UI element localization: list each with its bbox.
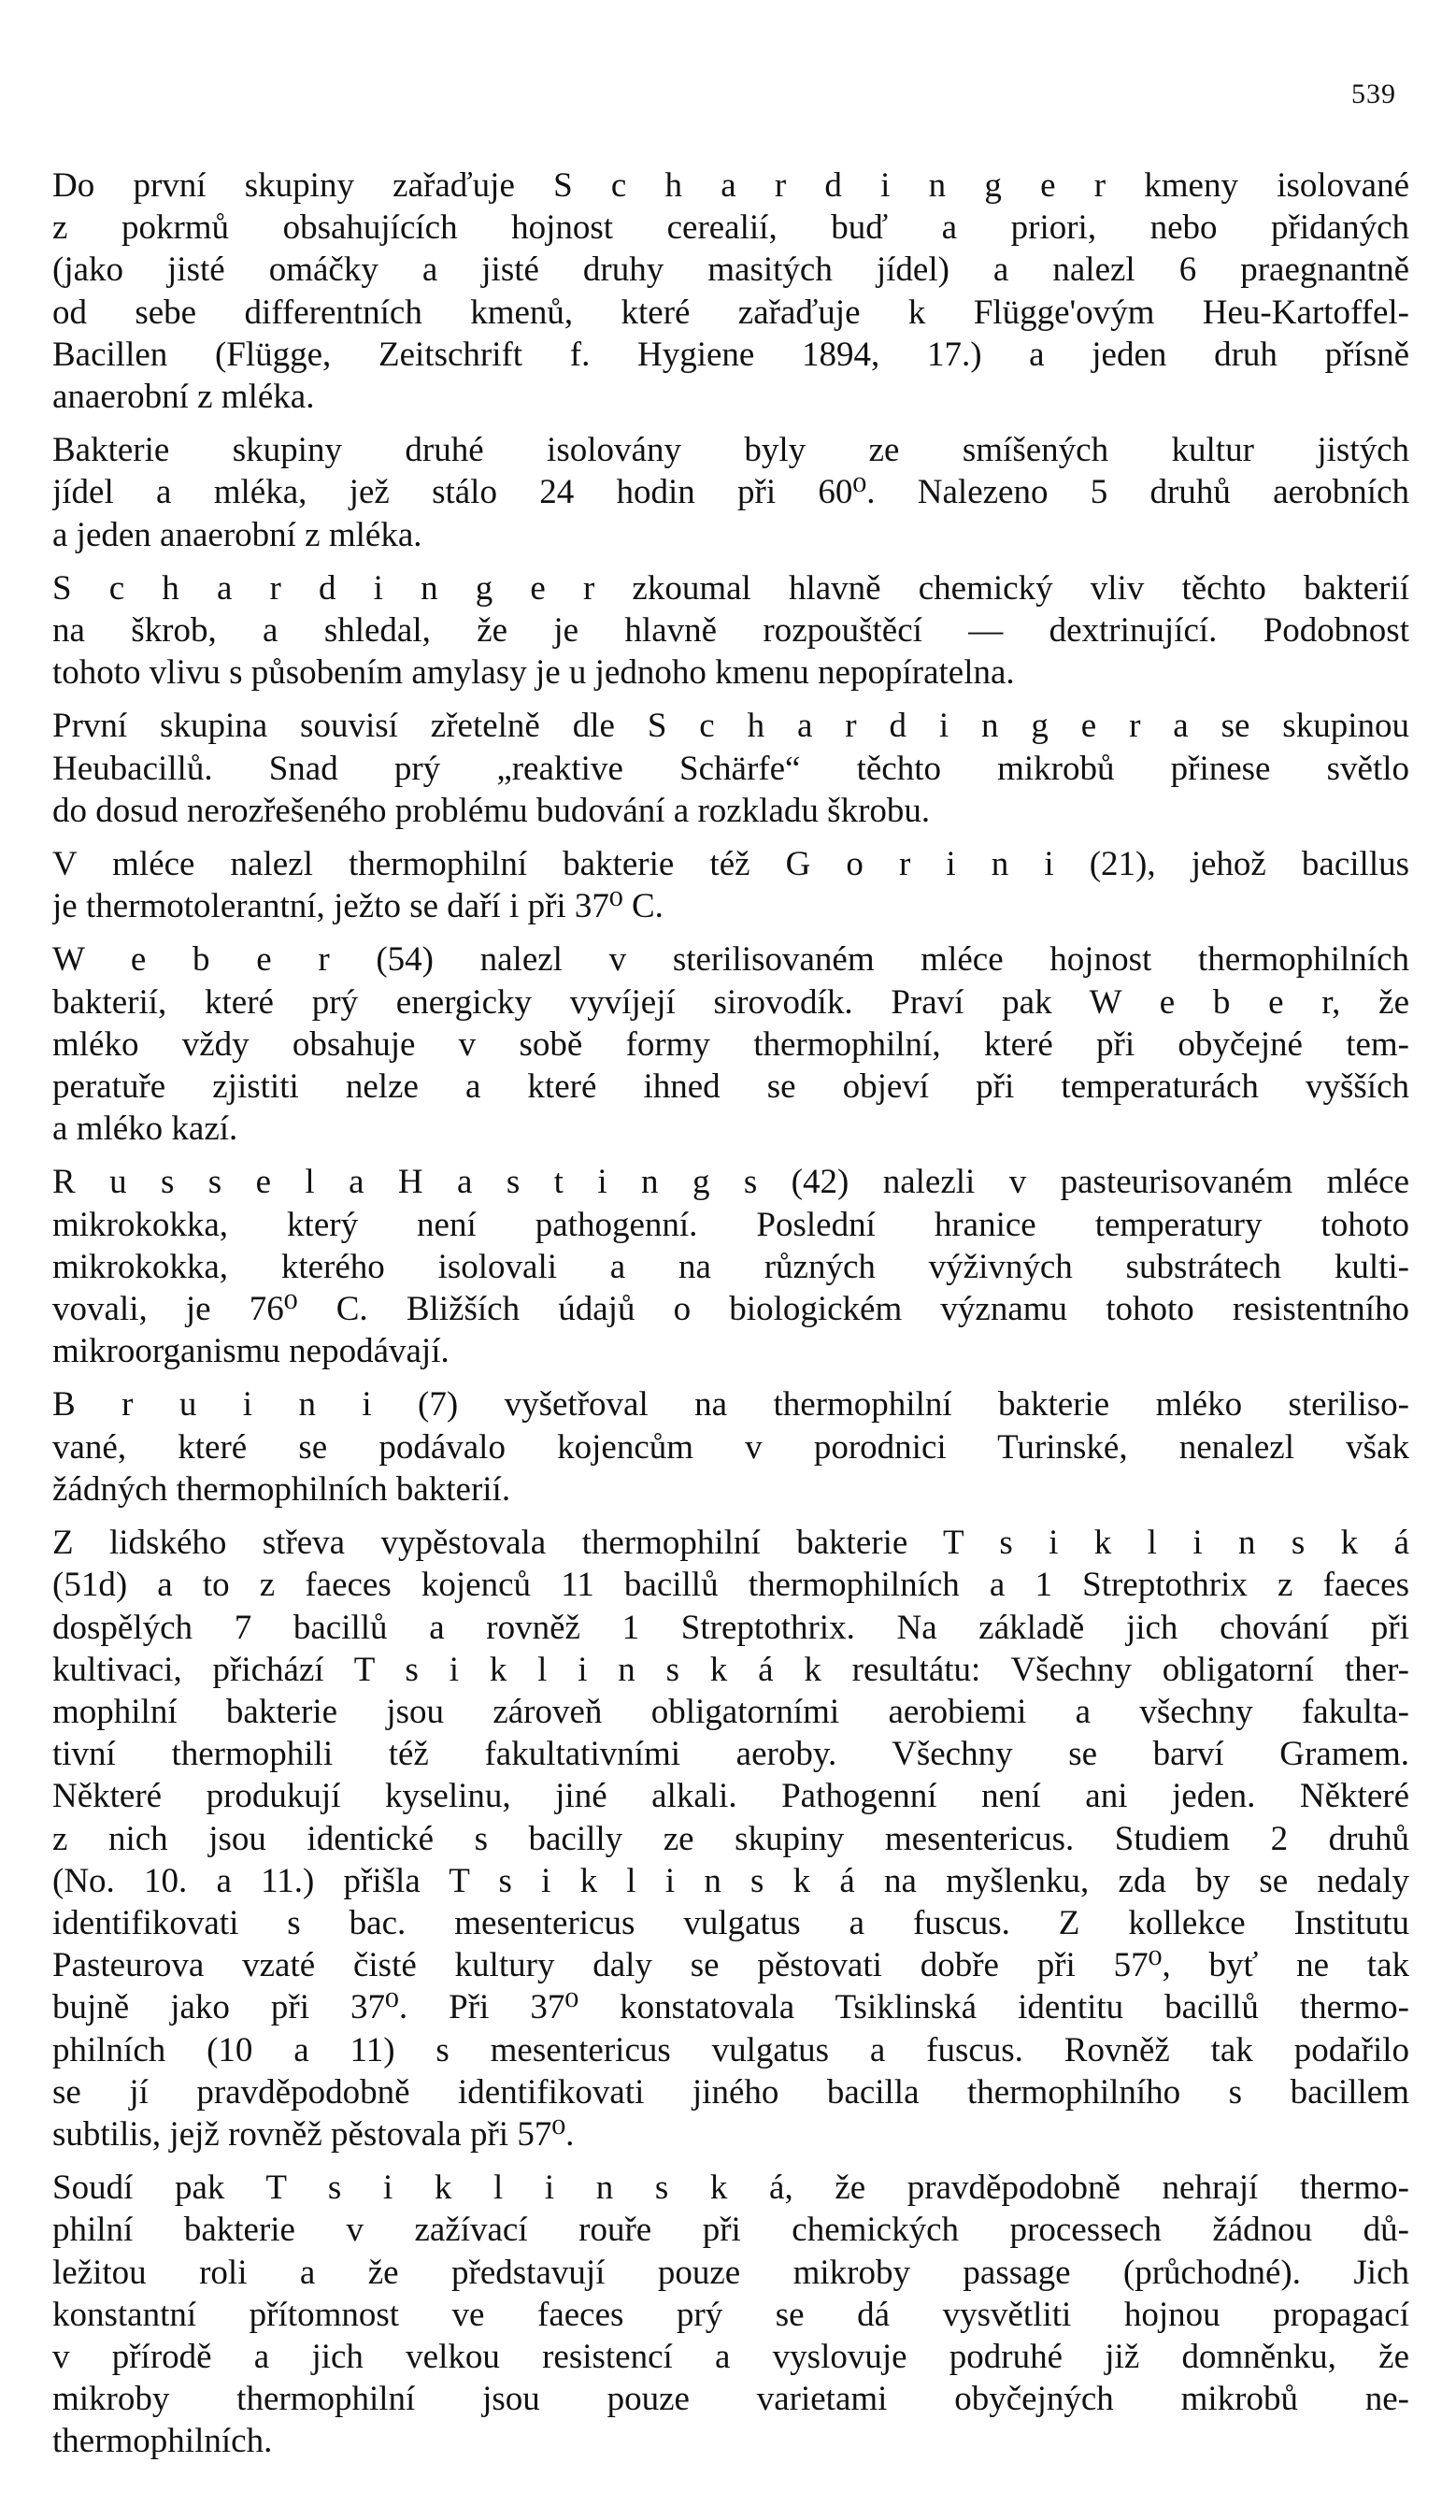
text-line: v přírodě a jich velkou resistencí a vyslovuje podruhé již domněnku, že	[52, 2337, 1409, 2376]
text-line: Pasteurova vzaté čisté kultury daly se pěstovati dobře při 57⁰, byť ne tak	[52, 1946, 1409, 1985]
text-line: V mléce nalezl thermophilní bakterie též G o r i n i (21), jehož bacillus	[52, 845, 1409, 884]
paragraph-gap	[52, 2155, 1409, 2167]
text-line: od sebe differentních kmenů, které zařaďuje k Flügge'ovým Heu-Kartoffel-	[52, 293, 1409, 332]
paragraph	[52, 843, 1409, 927]
text-line: do dosud nerozřešeného problému budování a rozkladu škrobu.	[52, 791, 931, 830]
text-line: Bacillen (Flügge, Zeitschrift f. Hygiene 1894, 17.) a jeden druh přísně	[52, 335, 1409, 374]
text-line: a jeden anaerobní z mléka.	[52, 515, 422, 554]
text-line: První skupina souvisí zřetelně dle S c h a r d i n g e r a se skupinou	[52, 707, 1409, 746]
text-line: (51d) a to z faeces kojenců 11 bacillů thermophilních a 1 Streptothrix z faeces	[52, 1566, 1409, 1605]
text-line: mikrokokka, který není pathogenní. Poslední hranice temperatury tohoto	[52, 1205, 1409, 1244]
text-line: vané, které se podávalo kojencům v porodnici Turinské, nenalezl však	[52, 1427, 1409, 1467]
paragraph-gap	[52, 694, 1409, 705]
paragraph	[52, 429, 1409, 556]
text-line: identifikovati s bac. mesentericus vulgatus a fuscus. Z kollekce Institutu	[52, 1903, 1409, 1942]
text-line: B r u i n i (7) vyšetřoval na thermophilní bakterie mléko sterilisо-	[52, 1385, 1409, 1425]
text-line: subtilis, jejž rovněž pěstovala při 57⁰.	[52, 2114, 575, 2154]
text-line: z nich jsou identické s bacilly ze skupiny mesentericus. Studiem 2 druhů	[52, 1819, 1409, 1858]
body-text	[52, 165, 1409, 2463]
paragraph	[52, 2167, 1409, 2462]
paragraph	[52, 1383, 1409, 1511]
text-line: konstantní přítomnost ve faeces prý se dá vysvětliti hojnou propagací	[52, 2295, 1409, 2334]
text-line: ležitou roli a že představují pouze mikroby passage (průchodné). Jich	[52, 2253, 1409, 2292]
text-line: philních (10 a 11) s mesentericus vulgatus a fuscus. Rovněž tak podařilo	[52, 2030, 1409, 2069]
text-line: mophilní bakterie jsou zároveň obligatorními aerobiemi a všechny fakulta-	[52, 1692, 1409, 1731]
text-line: na škrob, a shledal, že je hlavně rozpouštěcí — dextrinující. Podobnost	[52, 611, 1409, 651]
paragraph-gap	[52, 556, 1409, 567]
paragraph-gap	[52, 832, 1409, 843]
paragraph-gap	[52, 927, 1409, 938]
text-line: žádných thermophilních bakterií.	[52, 1469, 511, 1509]
page-number: 539	[1351, 79, 1396, 109]
paragraph	[52, 1161, 1409, 1372]
paragraph-gap	[52, 1511, 1409, 1522]
text-line: jídel a mléka, jež stálo 24 hodin při 60⁰. Nalezeno 5 druhů aerobních	[52, 473, 1409, 512]
paragraph	[52, 705, 1409, 832]
text-line: a mléko kazí.	[52, 1110, 238, 1149]
paragraph-gap	[52, 418, 1409, 429]
paragraph	[52, 938, 1409, 1150]
text-line: mikroorganismu nepodávají.	[52, 1332, 450, 1371]
paragraph-gap	[52, 1150, 1409, 1161]
text-line: vovali, je 76⁰ C. Bližších údajů o biologickém významu tohoto resistentního	[52, 1290, 1409, 1329]
text-line: mikrokokka, kterého isolovali a na různých výživných substrátech kulti-	[52, 1247, 1409, 1286]
text-line: mléko vždy obsahuje v sobě formy thermophilní, které při obyčejné tem-	[52, 1024, 1409, 1064]
text-line: Z lidského střeva vypěstovala thermophilní bakterie T s i k l i n s k á	[52, 1524, 1409, 1563]
text-line: (No. 10. a 11.) přišla T s i k l i n s k á na myšlenku, zda by se nedaly	[52, 1861, 1409, 1900]
text-line: mikroby thermophilní jsou pouze varietami obyčejných mikrobů ne-	[52, 2380, 1409, 2419]
text-line: bujně jako při 37⁰. Při 37⁰ konstatovala Tsiklinská identitu bacillů thermo-	[52, 1988, 1409, 2027]
paragraph-gap	[52, 1372, 1409, 1383]
text-line: S c h a r d i n g e r zkoumal hlavně chemický vliv těchto bakterií	[52, 568, 1409, 608]
text-line: peratuře zjistiti nelze a které ihned se objeví při temperaturách vyšších	[52, 1067, 1409, 1107]
text-line: philní bakterie v zažívací rouře při chemických processech žádnou dů-	[52, 2211, 1409, 2250]
paragraph	[52, 567, 1409, 694]
text-line: dospělých 7 bacillů a rovněž 1 Streptothrix. Na základě jich chování při	[52, 1608, 1409, 1647]
text-line: anaerobní z mléka.	[52, 378, 315, 417]
text-line: Heubacillů. Snad prý „reaktive Schärfe“ těchto mikrobů přinese světlo	[52, 749, 1409, 788]
text-line: thermophilních.	[52, 2422, 273, 2461]
text-line: kultivaci, přichází T s i k l i n s k á k resultátu: Všechny obligatorní ther-	[52, 1650, 1409, 1689]
text-line: tivní thermophili též fakultativními aeroby. Všechny se barví Gramem.	[52, 1735, 1409, 1774]
paragraph	[52, 1522, 1409, 2155]
text-line: W e b e r (54) nalezl v sterilisovaném mléce hojnost thermophilních	[52, 940, 1409, 980]
text-line: tohoto vlivu s působením amylasy je u jednoho kmenu nepopíratelna.	[52, 653, 1015, 693]
text-line: Do první skupiny zařaďuje S c h a r d i n g e r kmeny isolované	[52, 166, 1409, 205]
text-line: z pokrmů obsahujících hojnost cerealií, buď a priori, nebo přidaných	[52, 208, 1409, 248]
text-line: R u s s e l a H a s t i n g s (42) nalezli v pasteurisovaném mléce	[52, 1163, 1409, 1202]
paragraph	[52, 165, 1409, 418]
text-line: (jako jisté omáčky a jisté druhy masitých jídel) a nalezl 6 praegnantně	[52, 251, 1409, 290]
text-line: Soudí pak T s i k l i n s k á, že pravděpodobně nehrají thermo-	[52, 2169, 1409, 2208]
text-line: je thermotolerantní, ježto se daří i při 37⁰ C.	[52, 887, 664, 926]
text-line: bakterií, které prý energicky vyvíjejí sirovodík. Praví pak W e b e r, že	[52, 982, 1409, 1022]
text-line: Některé produkují kyselinu, jiné alkali. Pathogenní není ani jeden. Některé	[52, 1777, 1409, 1816]
text-line: Bakterie skupiny druhé isolovány byly ze smíšených kultur jistých	[52, 431, 1409, 470]
text-line: se jí pravděpodobně identifikovati jiného bacilla thermophilního s bacillem	[52, 2072, 1409, 2112]
